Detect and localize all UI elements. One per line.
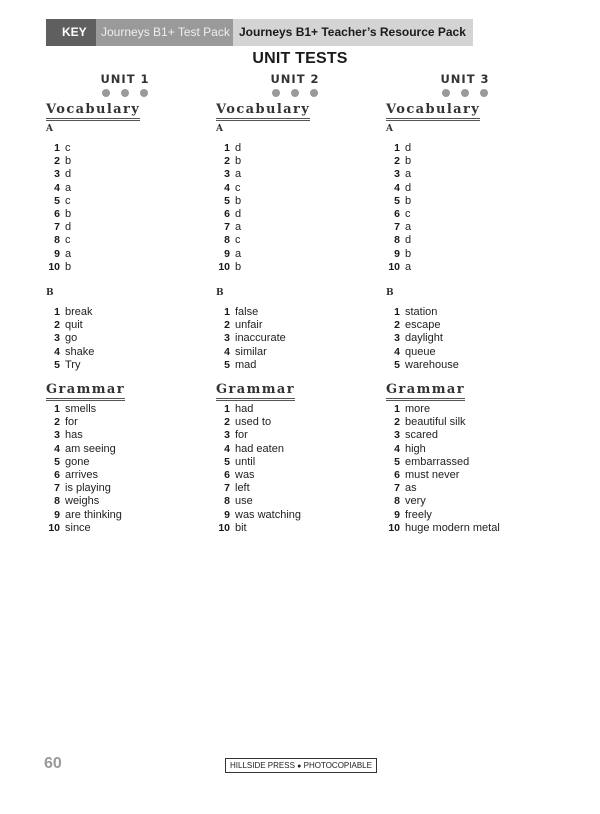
item-answer: more — [405, 403, 431, 416]
item-answer: d — [235, 208, 242, 221]
item-number: 5 — [224, 358, 230, 371]
item-answer: a — [235, 247, 242, 260]
item-number: 9 — [394, 247, 400, 260]
answer-item — [386, 509, 556, 522]
part-a-label: A — [216, 124, 223, 134]
item-number: 2 — [54, 319, 60, 332]
item-answer: very — [405, 495, 426, 508]
dot-icon — [102, 89, 110, 97]
answer-item — [386, 332, 556, 345]
item-number: 4 — [224, 345, 230, 358]
item-number: 10 — [48, 260, 60, 273]
item-number: 9 — [54, 247, 60, 260]
item-answer: warehouse — [405, 358, 459, 371]
answer-item — [386, 522, 556, 535]
answer-item — [216, 429, 386, 442]
item-number: 8 — [224, 234, 230, 247]
item-answer: d — [235, 142, 242, 155]
item-number: 5 — [54, 455, 60, 468]
answer-item — [386, 221, 556, 234]
item-number: 4 — [394, 345, 400, 358]
item-answer: b — [65, 208, 72, 221]
item-answer: had — [235, 403, 254, 416]
item-number: 7 — [224, 482, 230, 495]
item-number: 7 — [54, 221, 60, 234]
item-number: 3 — [224, 429, 230, 442]
answer-item — [46, 155, 216, 168]
answer-item — [46, 443, 216, 456]
part-a-label: A — [386, 124, 393, 134]
answer-item — [386, 261, 556, 274]
key-label: KEY — [46, 19, 96, 46]
dot-icon — [480, 89, 488, 97]
item-answer: c — [65, 142, 71, 155]
part-b-label: B — [216, 288, 224, 298]
grammar-list — [386, 403, 556, 535]
item-answer: false — [235, 306, 259, 319]
answer-item — [216, 469, 386, 482]
item-answer: had eaten — [235, 442, 284, 455]
answer-item — [216, 168, 386, 181]
item-number: 1 — [54, 403, 60, 416]
item-number: 10 — [388, 260, 400, 273]
grammar-list — [46, 403, 216, 535]
dot-icon — [461, 89, 469, 97]
item-answer: d — [405, 142, 412, 155]
item-number: 6 — [224, 469, 230, 482]
part-b-label: B — [46, 288, 54, 298]
item-number: 8 — [224, 495, 230, 508]
item-answer: a — [65, 181, 72, 194]
grammar-heading: Grammar — [386, 382, 465, 401]
item-number: 4 — [224, 442, 230, 455]
unit-dots — [415, 89, 515, 97]
part-a-label: A — [46, 124, 53, 134]
answer-item — [216, 182, 386, 195]
page-title: UNIT TESTS — [252, 50, 348, 67]
item-answer: as — [405, 482, 417, 495]
item-answer: b — [235, 260, 242, 273]
bullet-icon: ● — [297, 763, 302, 770]
item-number: 4 — [54, 345, 60, 358]
item-number: 10 — [218, 260, 230, 273]
vocab-a-list — [216, 142, 386, 274]
item-number: 7 — [394, 221, 400, 234]
answer-item — [216, 522, 386, 535]
answer-item — [386, 495, 556, 508]
item-number: 2 — [54, 155, 60, 168]
item-answer: must never — [405, 469, 460, 482]
item-number: 5 — [394, 455, 400, 468]
item-answer: escape — [405, 319, 441, 332]
item-answer: c — [235, 234, 241, 247]
publisher-name: HILLSIDE PRESS — [230, 761, 295, 770]
unit-label: UNIT 3 — [440, 72, 490, 86]
item-answer: b — [405, 194, 412, 207]
publisher-box — [225, 758, 377, 773]
item-number: 2 — [394, 319, 400, 332]
answer-item — [386, 403, 556, 416]
item-answer: b — [405, 247, 412, 260]
item-answer: a — [405, 221, 412, 234]
item-answer: quit — [65, 319, 83, 332]
item-answer: was watching — [235, 508, 302, 521]
item-number: 1 — [224, 306, 230, 319]
item-number: 3 — [394, 168, 400, 181]
item-number: 1 — [54, 306, 60, 319]
answer-item — [386, 319, 556, 332]
item-answer: beautiful silk — [405, 416, 466, 429]
answer-item — [216, 142, 386, 155]
answer-item — [386, 306, 556, 319]
item-answer: unfair — [235, 319, 263, 332]
header-bar — [46, 19, 473, 46]
item-answer: similar — [235, 345, 267, 358]
item-answer: was — [235, 469, 255, 482]
item-number: 6 — [394, 208, 400, 221]
item-number: 2 — [394, 416, 400, 429]
item-number: 8 — [394, 495, 400, 508]
item-number: 5 — [224, 194, 230, 207]
item-answer: daylight — [405, 332, 443, 345]
item-answer: weighs — [65, 495, 100, 508]
answer-item — [386, 208, 556, 221]
answer-item — [46, 319, 216, 332]
vocab-b-list — [216, 306, 386, 372]
item-number: 5 — [394, 358, 400, 371]
answer-item — [386, 469, 556, 482]
item-answer: d — [65, 168, 72, 181]
answer-item — [46, 482, 216, 495]
item-answer: b — [65, 155, 72, 168]
item-number: 4 — [54, 442, 60, 455]
answer-item — [46, 142, 216, 155]
item-answer: freely — [405, 508, 432, 521]
answer-item — [46, 359, 216, 372]
item-answer: a — [235, 221, 242, 234]
dot-icon — [291, 89, 299, 97]
answer-item — [216, 443, 386, 456]
item-number: 8 — [394, 234, 400, 247]
part-b-label: B — [386, 288, 394, 298]
answer-item — [216, 482, 386, 495]
vocabulary-heading: Vocabulary — [46, 102, 140, 121]
item-number: 7 — [224, 221, 230, 234]
item-number: 6 — [54, 208, 60, 221]
item-answer: for — [65, 416, 78, 429]
unit-label: UNIT 1 — [100, 72, 150, 86]
answer-item — [386, 142, 556, 155]
answer-item — [46, 168, 216, 181]
item-number: 4 — [54, 181, 60, 194]
answer-item — [386, 195, 556, 208]
answer-item — [216, 509, 386, 522]
item-number: 5 — [54, 194, 60, 207]
item-number: 5 — [394, 194, 400, 207]
item-answer: bit — [235, 521, 247, 534]
item-answer: shake — [65, 345, 95, 358]
item-answer: c — [405, 208, 411, 221]
item-number: 1 — [394, 142, 400, 155]
answer-item — [216, 319, 386, 332]
item-answer: mad — [235, 358, 257, 371]
answer-item — [216, 416, 386, 429]
answer-item — [46, 182, 216, 195]
vocabulary-heading: Vocabulary — [216, 102, 310, 121]
answer-item — [216, 332, 386, 345]
answer-item — [216, 221, 386, 234]
item-number: 7 — [54, 482, 60, 495]
answer-item — [386, 182, 556, 195]
item-number: 3 — [54, 332, 60, 345]
item-answer: high — [405, 442, 426, 455]
item-answer: b — [235, 155, 242, 168]
item-answer: b — [65, 260, 72, 273]
dot-icon — [310, 89, 318, 97]
answer-item — [216, 195, 386, 208]
item-number: 4 — [394, 181, 400, 194]
item-number: 3 — [54, 168, 60, 181]
answer-item — [386, 168, 556, 181]
item-number: 6 — [394, 469, 400, 482]
item-answer: huge modern metal — [405, 521, 500, 534]
item-answer: is playing — [65, 482, 111, 495]
answer-item — [216, 261, 386, 274]
answer-item — [216, 248, 386, 261]
item-number: 9 — [54, 508, 60, 521]
item-number: 2 — [224, 416, 230, 429]
answer-item — [46, 416, 216, 429]
answer-item — [216, 403, 386, 416]
answer-item — [46, 332, 216, 345]
item-number: 7 — [394, 482, 400, 495]
answer-item — [46, 221, 216, 234]
answer-item — [46, 495, 216, 508]
answer-item — [386, 443, 556, 456]
answer-item — [46, 522, 216, 535]
item-answer: has — [65, 429, 83, 442]
item-number: 8 — [54, 495, 60, 508]
item-answer: a — [405, 168, 412, 181]
answer-item — [46, 306, 216, 319]
item-answer: inaccurate — [235, 332, 286, 345]
item-number: 8 — [54, 234, 60, 247]
answer-item — [216, 155, 386, 168]
item-answer: a — [405, 260, 412, 273]
answer-item — [386, 429, 556, 442]
item-number: 3 — [54, 429, 60, 442]
answer-item — [46, 248, 216, 261]
answer-item — [386, 482, 556, 495]
answer-item — [46, 509, 216, 522]
grammar-heading: Grammar — [46, 382, 125, 401]
item-number: 3 — [224, 168, 230, 181]
item-number: 4 — [394, 442, 400, 455]
item-answer: since — [65, 521, 91, 534]
answer-item — [386, 155, 556, 168]
dot-icon — [442, 89, 450, 97]
grammar-heading: Grammar — [216, 382, 295, 401]
answer-item — [386, 359, 556, 372]
unit-heading — [415, 72, 515, 97]
item-answer: b — [405, 155, 412, 168]
answer-item — [46, 456, 216, 469]
item-number: 9 — [394, 508, 400, 521]
item-number: 6 — [224, 208, 230, 221]
answer-item — [46, 469, 216, 482]
dot-icon — [121, 89, 129, 97]
answer-item — [386, 234, 556, 247]
item-answer: gone — [65, 455, 90, 468]
item-number: 1 — [394, 403, 400, 416]
item-number: 3 — [394, 332, 400, 345]
item-answer: station — [405, 306, 438, 319]
item-number: 5 — [54, 358, 60, 371]
item-answer: are thinking — [65, 508, 122, 521]
answer-item — [386, 416, 556, 429]
answer-item — [386, 248, 556, 261]
answer-item — [46, 346, 216, 359]
item-answer: break — [65, 306, 93, 319]
answer-item — [386, 456, 556, 469]
item-number: 2 — [224, 319, 230, 332]
answer-item — [46, 429, 216, 442]
answer-item — [216, 234, 386, 247]
item-answer: c — [65, 234, 71, 247]
answer-item — [46, 208, 216, 221]
item-answer: am seeing — [65, 442, 116, 455]
answer-item — [46, 403, 216, 416]
item-answer: d — [405, 234, 412, 247]
answer-item — [216, 495, 386, 508]
vocab-a-list — [46, 142, 216, 274]
item-number: 2 — [224, 155, 230, 168]
item-number: 1 — [224, 403, 230, 416]
vocab-a-list — [386, 142, 556, 274]
dot-icon — [272, 89, 280, 97]
dot-icon — [140, 89, 148, 97]
copy-note: PHOTOCOPIABLE — [303, 761, 372, 770]
item-answer: c — [235, 181, 241, 194]
test-pack-label: Journeys B1+ Test Pack — [96, 19, 233, 46]
item-number: 2 — [394, 155, 400, 168]
item-number: 6 — [54, 469, 60, 482]
item-answer: go — [65, 332, 78, 345]
item-answer: use — [235, 495, 253, 508]
item-answer: left — [235, 482, 250, 495]
vocabulary-heading: Vocabulary — [386, 102, 480, 121]
answer-item — [216, 208, 386, 221]
item-answer: d — [65, 221, 72, 234]
unit-label: UNIT 2 — [270, 72, 320, 86]
item-answer: smells — [65, 403, 97, 416]
answer-item — [216, 306, 386, 319]
item-number: 10 — [388, 521, 400, 534]
vocab-b-list — [386, 306, 556, 372]
item-answer: Try — [65, 358, 81, 371]
item-number: 10 — [218, 521, 230, 534]
teacher-pack-label: Journeys B1+ Teacher’s Resource Pack — [233, 19, 473, 46]
item-answer: queue — [405, 345, 436, 358]
item-number: 1 — [54, 142, 60, 155]
unit-dots — [245, 89, 345, 97]
item-answer: b — [235, 194, 242, 207]
item-answer: c — [65, 194, 71, 207]
answer-item — [386, 346, 556, 359]
item-answer: until — [235, 455, 256, 468]
vocab-b-list — [46, 306, 216, 372]
answer-item — [216, 346, 386, 359]
item-number: 1 — [224, 142, 230, 155]
answer-item — [216, 359, 386, 372]
page-number: 60 — [44, 755, 62, 772]
item-number: 1 — [394, 306, 400, 319]
item-number: 9 — [224, 508, 230, 521]
item-answer: used to — [235, 416, 272, 429]
item-number: 2 — [54, 416, 60, 429]
item-answer: a — [65, 247, 72, 260]
item-answer: arrives — [65, 469, 99, 482]
item-number: 3 — [394, 429, 400, 442]
item-number: 4 — [224, 181, 230, 194]
item-answer: scared — [405, 429, 439, 442]
unit-heading — [245, 72, 345, 97]
answer-item — [216, 456, 386, 469]
unit-heading — [75, 72, 175, 97]
item-answer: d — [405, 181, 412, 194]
unit-dots — [75, 89, 175, 97]
answer-item — [46, 261, 216, 274]
item-answer: embarrassed — [405, 455, 470, 468]
answer-item — [46, 234, 216, 247]
item-number: 3 — [224, 332, 230, 345]
item-number: 5 — [224, 455, 230, 468]
item-answer: for — [235, 429, 248, 442]
item-number: 9 — [224, 247, 230, 260]
item-answer: a — [235, 168, 242, 181]
answer-item — [46, 195, 216, 208]
grammar-list — [216, 403, 386, 535]
item-number: 10 — [48, 521, 60, 534]
